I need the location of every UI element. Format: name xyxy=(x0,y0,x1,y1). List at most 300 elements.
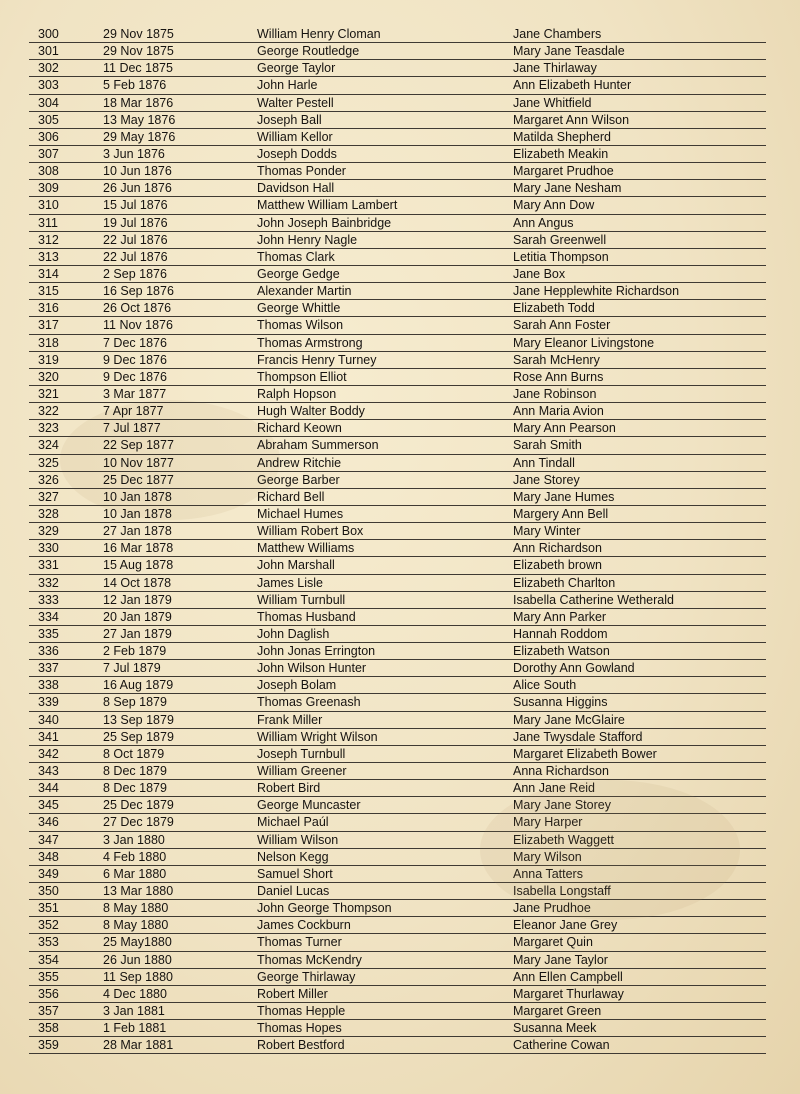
table-row xyxy=(29,763,766,780)
bride-name: Mary Jane Teasdale xyxy=(513,44,625,59)
bride-name: Margaret Thurlaway xyxy=(513,986,624,1001)
marriage-date: 11 Dec 1875 xyxy=(103,61,173,76)
groom-name: Thomas Wilson xyxy=(257,318,344,333)
marriage-date: 15 Aug 1878 xyxy=(103,558,174,573)
bride-name: Hannah Roddom xyxy=(513,626,608,641)
groom-name: Matthew Williams xyxy=(257,541,355,556)
bride-name: Letitia Thompson xyxy=(513,249,609,264)
groom-name: George Whittle xyxy=(257,301,341,316)
entry-number: 309 xyxy=(38,181,59,196)
groom-name: George Routledge xyxy=(257,44,360,59)
marriage-register-table xyxy=(29,26,766,1054)
table-row xyxy=(29,437,766,454)
bride-name: Dorothy Ann Gowland xyxy=(513,661,635,676)
bride-name: Matilda Shepherd xyxy=(513,129,611,144)
entry-number: 318 xyxy=(38,335,59,350)
bride-name: Mary Ann Pearson xyxy=(513,421,616,436)
marriage-date: 29 Nov 1875 xyxy=(103,44,174,59)
groom-name: William Kellor xyxy=(257,129,333,144)
entry-number: 338 xyxy=(38,678,59,693)
marriage-date: 3 Jan 1881 xyxy=(103,1004,165,1019)
table-row xyxy=(29,180,766,197)
bride-name: Jane Robinson xyxy=(513,386,597,401)
entry-number: 350 xyxy=(38,884,59,899)
table-row xyxy=(29,592,766,609)
groom-name: William Robert Box xyxy=(257,524,364,539)
groom-name: George Muncaster xyxy=(257,798,361,813)
entry-number: 306 xyxy=(38,129,59,144)
entry-number: 303 xyxy=(38,78,59,93)
table-row xyxy=(29,95,766,112)
table-row xyxy=(29,934,766,951)
bride-name: Jane Whitfield xyxy=(513,95,592,110)
table-row xyxy=(29,609,766,626)
groom-name: Walter Pestell xyxy=(257,95,334,110)
bride-name: Mary Harper xyxy=(513,815,583,830)
marriage-date: 15 Jul 1876 xyxy=(103,198,168,213)
marriage-date: 8 Oct 1879 xyxy=(103,746,165,761)
table-row xyxy=(29,712,766,729)
entry-number: 358 xyxy=(38,1021,59,1036)
marriage-date: 3 Mar 1877 xyxy=(103,386,167,401)
table-row xyxy=(29,677,766,694)
groom-name: John Henry Nagle xyxy=(257,232,358,247)
entry-number: 343 xyxy=(38,764,59,779)
marriage-date: 29 Nov 1875 xyxy=(103,27,174,41)
entry-number: 334 xyxy=(38,609,59,624)
marriage-date: 10 Jan 1878 xyxy=(103,506,172,521)
entry-number: 352 xyxy=(38,918,59,933)
bride-name: Mary Jane Storey xyxy=(513,798,611,813)
entry-number: 302 xyxy=(38,61,59,76)
entry-number: 305 xyxy=(38,112,59,127)
groom-name: Thomas Ponder xyxy=(257,164,346,179)
entry-number: 355 xyxy=(38,969,59,984)
table-row xyxy=(29,26,766,43)
bride-name: Mary Eleanor Livingstone xyxy=(513,335,655,350)
groom-name: Thompson Elliot xyxy=(257,369,347,384)
marriage-date: 25 May1880 xyxy=(103,935,172,950)
entry-number: 332 xyxy=(38,575,59,590)
groom-name: James Lisle xyxy=(257,575,323,590)
table-row xyxy=(29,455,766,472)
marriage-date: 7 Jul 1877 xyxy=(103,421,161,436)
marriage-date: 27 Dec 1879 xyxy=(103,815,174,830)
groom-name: Daniel Lucas xyxy=(257,884,330,899)
entry-number: 300 xyxy=(38,27,59,41)
entry-number: 322 xyxy=(38,404,59,419)
table-row xyxy=(29,146,766,163)
table-row xyxy=(29,369,766,386)
entry-number: 349 xyxy=(38,866,59,881)
entry-number: 342 xyxy=(38,746,59,761)
entry-number: 348 xyxy=(38,849,59,864)
groom-name: Thomas Husband xyxy=(257,609,356,624)
bride-name: Isabella Catherine Wetherald xyxy=(513,592,674,607)
marriage-date: 29 May 1876 xyxy=(103,129,176,144)
bride-name: Elizabeth Todd xyxy=(513,301,595,316)
table-row xyxy=(29,1003,766,1020)
entry-number: 307 xyxy=(38,146,59,161)
entry-number: 324 xyxy=(38,438,59,453)
bride-name: Mary Jane Nesham xyxy=(513,181,622,196)
entry-number: 313 xyxy=(38,249,59,264)
table-row xyxy=(29,112,766,129)
entry-number: 328 xyxy=(38,506,59,521)
entry-number: 359 xyxy=(38,1038,59,1053)
bride-name: Jane Box xyxy=(513,266,566,281)
table-row xyxy=(29,660,766,677)
groom-name: Thomas Clark xyxy=(257,249,335,264)
entry-number: 315 xyxy=(38,284,59,299)
marriage-date: 9 Dec 1876 xyxy=(103,352,167,367)
bride-name: Sarah McHenry xyxy=(513,352,600,367)
entry-number: 314 xyxy=(38,266,59,281)
marriage-date: 2 Sep 1876 xyxy=(103,266,167,281)
groom-name: John Jonas Errington xyxy=(257,644,376,659)
marriage-date: 12 Jan 1879 xyxy=(103,592,172,607)
groom-name: Thomas Greenash xyxy=(257,695,361,710)
marriage-date: 7 Jul 1879 xyxy=(103,661,161,676)
groom-name: Joseph Dodds xyxy=(257,146,337,161)
groom-name: Nelson Kegg xyxy=(257,849,329,864)
marriage-date: 10 Nov 1877 xyxy=(103,455,174,470)
bride-name: Mary Winter xyxy=(513,524,581,539)
table-row xyxy=(29,283,766,300)
bride-name: Mary Jane Humes xyxy=(513,489,615,504)
bride-name: Margaret Prudhoe xyxy=(513,164,614,179)
entry-number: 319 xyxy=(38,352,59,367)
entry-number: 335 xyxy=(38,626,59,641)
groom-name: William Wilson xyxy=(257,832,339,847)
groom-name: George Barber xyxy=(257,472,340,487)
entry-number: 344 xyxy=(38,781,59,796)
groom-name: Joseph Bolam xyxy=(257,678,337,693)
entry-number: 356 xyxy=(38,986,59,1001)
bride-name: Eleanor Jane Grey xyxy=(513,918,618,933)
bride-name: Margaret Quin xyxy=(513,935,593,950)
bride-name: Anna Tatters xyxy=(513,866,583,881)
groom-name: William Greener xyxy=(257,764,347,779)
table-row xyxy=(29,814,766,831)
entry-number: 304 xyxy=(38,95,59,110)
table-row xyxy=(29,317,766,334)
table-row xyxy=(29,626,766,643)
bride-name: Jane Prudhoe xyxy=(513,901,591,916)
marriage-date: 4 Dec 1880 xyxy=(103,986,167,1001)
bride-name: Elizabeth Meakin xyxy=(513,146,609,161)
marriage-date: 13 Mar 1880 xyxy=(103,884,174,899)
groom-name: Robert Bird xyxy=(257,781,321,796)
entry-number: 345 xyxy=(38,798,59,813)
marriage-date: 8 May 1880 xyxy=(103,901,169,916)
marriage-date: 13 May 1876 xyxy=(103,112,176,127)
table-row xyxy=(29,797,766,814)
bride-name: Jane Hepplewhite Richardson xyxy=(513,284,680,299)
marriage-date: 22 Sep 1877 xyxy=(103,438,174,453)
bride-name: Susanna Meek xyxy=(513,1021,597,1036)
bride-name: Ann Jane Reid xyxy=(513,781,596,796)
groom-name: Joseph Ball xyxy=(257,112,322,127)
entry-number: 341 xyxy=(38,729,59,744)
groom-name: Robert Miller xyxy=(257,986,328,1001)
bride-name: Ann Ellen Campbell xyxy=(513,969,623,984)
table-row xyxy=(29,129,766,146)
marriage-date: 28 Mar 1881 xyxy=(103,1038,174,1053)
table-row xyxy=(29,420,766,437)
groom-name: John Marshall xyxy=(257,558,335,573)
marriage-date: 8 Sep 1879 xyxy=(103,695,167,710)
bride-name: Ann Angus xyxy=(513,215,574,230)
marriage-date: 25 Sep 1879 xyxy=(103,729,174,744)
marriage-date: 7 Dec 1876 xyxy=(103,335,167,350)
bride-name: Alice South xyxy=(513,678,577,693)
marriage-date: 26 Jun 1876 xyxy=(103,181,172,196)
groom-name: Frank Miller xyxy=(257,712,323,727)
table-row xyxy=(29,986,766,1003)
marriage-date: 16 Sep 1876 xyxy=(103,284,174,299)
entry-number: 340 xyxy=(38,712,59,727)
table-row xyxy=(29,866,766,883)
entry-number: 310 xyxy=(38,198,59,213)
groom-name: Samuel Short xyxy=(257,866,333,881)
bride-name: Mary Wilson xyxy=(513,849,582,864)
entry-number: 311 xyxy=(38,215,58,230)
marriage-date: 4 Feb 1880 xyxy=(103,849,167,864)
table-row xyxy=(29,335,766,352)
groom-name: John George Thompson xyxy=(257,901,392,916)
marriage-date: 22 Jul 1876 xyxy=(103,249,168,264)
marriage-date: 27 Jan 1878 xyxy=(103,524,172,539)
table-row xyxy=(29,163,766,180)
bride-name: Margaret Ann Wilson xyxy=(513,112,630,127)
bride-name: Sarah Greenwell xyxy=(513,232,607,247)
table-row xyxy=(29,232,766,249)
entry-number: 333 xyxy=(38,592,59,607)
marriage-date: 19 Jul 1876 xyxy=(103,215,168,230)
bride-name: Isabella Longstaff xyxy=(513,884,611,899)
groom-name: William Turnbull xyxy=(257,592,346,607)
groom-name: James Cockburn xyxy=(257,918,351,933)
groom-name: Hugh Walter Boddy xyxy=(257,404,365,419)
groom-name: George Taylor xyxy=(257,61,336,76)
bride-name: Mary Jane Taylor xyxy=(513,952,608,967)
table-row xyxy=(29,523,766,540)
entry-number: 326 xyxy=(38,472,59,487)
entry-number: 346 xyxy=(38,815,59,830)
table-row xyxy=(29,729,766,746)
table-row xyxy=(29,249,766,266)
marriage-date: 13 Sep 1879 xyxy=(103,712,174,727)
marriage-date: 27 Jan 1879 xyxy=(103,626,172,641)
entry-number: 337 xyxy=(38,661,59,676)
bride-name: Rose Ann Burns xyxy=(513,369,604,384)
table-row xyxy=(29,883,766,900)
bride-name: Mary Ann Parker xyxy=(513,609,607,624)
bride-name: Ann Elizabeth Hunter xyxy=(513,78,632,93)
bride-name: Sarah Ann Foster xyxy=(513,318,611,333)
groom-name: Thomas Hepple xyxy=(257,1004,346,1019)
table-row xyxy=(29,43,766,60)
marriage-date: 22 Jul 1876 xyxy=(103,232,168,247)
groom-name: John Harle xyxy=(257,78,318,93)
marriage-date: 11 Nov 1876 xyxy=(103,318,173,333)
bride-name: Jane Twysdale Stafford xyxy=(513,729,643,744)
marriage-date: 10 Jun 1876 xyxy=(103,164,172,179)
marriage-date: 20 Jan 1879 xyxy=(103,609,172,624)
table-row xyxy=(29,780,766,797)
groom-name: William Wright Wilson xyxy=(257,729,378,744)
table-row xyxy=(29,352,766,369)
entry-number: 347 xyxy=(38,832,59,847)
table-row xyxy=(29,506,766,523)
marriage-date: 11 Sep 1880 xyxy=(103,969,173,984)
entry-number: 357 xyxy=(38,1004,59,1019)
entry-number: 320 xyxy=(38,369,59,384)
groom-name: Andrew Ritchie xyxy=(257,455,342,470)
table-row xyxy=(29,900,766,917)
bride-name: Ann Tindall xyxy=(513,455,575,470)
entry-number: 329 xyxy=(38,524,59,539)
marriage-date: 26 Oct 1876 xyxy=(103,301,172,316)
groom-name: Thomas Turner xyxy=(257,935,342,950)
entry-number: 336 xyxy=(38,644,59,659)
groom-name: George Thirlaway xyxy=(257,969,356,984)
entry-number: 330 xyxy=(38,541,59,556)
marriage-date: 6 Mar 1880 xyxy=(103,866,167,881)
table-row xyxy=(29,575,766,592)
bride-name: Ann Richardson xyxy=(513,541,602,556)
bride-name: Jane Chambers xyxy=(513,27,602,41)
groom-name: George Gedge xyxy=(257,266,340,281)
marriage-date: 7 Apr 1877 xyxy=(103,404,164,419)
groom-name: Michael Paúl xyxy=(257,815,329,830)
groom-name: Matthew William Lambert xyxy=(257,198,398,213)
entry-number: 317 xyxy=(38,318,59,333)
entry-number: 321 xyxy=(38,386,59,401)
table-row xyxy=(29,386,766,403)
marriage-date: 16 Mar 1878 xyxy=(103,541,174,556)
groom-name: Ralph Hopson xyxy=(257,386,337,401)
marriage-date: 8 Dec 1879 xyxy=(103,781,167,796)
marriage-date: 5 Feb 1876 xyxy=(103,78,167,93)
entry-number: 325 xyxy=(38,455,59,470)
groom-name: Michael Humes xyxy=(257,506,344,521)
entry-number: 353 xyxy=(38,935,59,950)
table-row xyxy=(29,832,766,849)
bride-name: Jane Storey xyxy=(513,472,580,487)
groom-name: Thomas McKendry xyxy=(257,952,362,967)
groom-name: Abraham Summerson xyxy=(257,438,379,453)
groom-name: Robert Bestford xyxy=(257,1038,345,1053)
table-row xyxy=(29,557,766,574)
table-row xyxy=(29,540,766,557)
table-row xyxy=(29,917,766,934)
entry-number: 301 xyxy=(38,44,59,59)
table-row xyxy=(29,1020,766,1037)
bride-name: Anna Richardson xyxy=(513,764,609,779)
marriage-date: 16 Aug 1879 xyxy=(103,678,174,693)
bride-name: Sarah Smith xyxy=(513,438,582,453)
marriage-date: 1 Feb 1881 xyxy=(103,1021,167,1036)
groom-name: John Wilson Hunter xyxy=(257,661,367,676)
entry-number: 312 xyxy=(38,232,59,247)
bride-name: Margery Ann Bell xyxy=(513,506,609,521)
marriage-date: 10 Jan 1878 xyxy=(103,489,172,504)
table-row xyxy=(29,1037,766,1054)
marriage-date: 3 Jan 1880 xyxy=(103,832,165,847)
marriage-date: 3 Jun 1876 xyxy=(103,146,165,161)
groom-name: Joseph Turnbull xyxy=(257,746,346,761)
table-row xyxy=(29,197,766,214)
marriage-date: 18 Mar 1876 xyxy=(103,95,174,110)
marriage-date: 2 Feb 1879 xyxy=(103,644,167,659)
marriage-date: 26 Jun 1880 xyxy=(103,952,172,967)
groom-name: Alexander Martin xyxy=(257,284,352,299)
marriage-date: 14 Oct 1878 xyxy=(103,575,172,590)
table-row xyxy=(29,746,766,763)
bride-name: Elizabeth Charlton xyxy=(513,575,616,590)
groom-name: Thomas Armstrong xyxy=(257,335,363,350)
bride-name: Elizabeth brown xyxy=(513,558,602,573)
groom-name: John Joseph Bainbridge xyxy=(257,215,392,230)
table-row xyxy=(29,694,766,711)
bride-name: Mary Jane McGlaire xyxy=(513,712,625,727)
bride-name: Margaret Elizabeth Bower xyxy=(513,746,657,761)
table-row xyxy=(29,215,766,232)
table-row xyxy=(29,266,766,283)
marriage-date: 8 May 1880 xyxy=(103,918,169,933)
bride-name: Jane Thirlaway xyxy=(513,61,597,76)
entry-number: 331 xyxy=(38,558,59,573)
marriage-date: 25 Dec 1879 xyxy=(103,798,174,813)
bride-name: Catherine Cowan xyxy=(513,1038,610,1053)
entry-number: 323 xyxy=(38,421,59,436)
entry-number: 308 xyxy=(38,164,59,179)
groom-name: Richard Keown xyxy=(257,421,342,436)
bride-name: Susanna Higgins xyxy=(513,695,608,710)
groom-name: Davidson Hall xyxy=(257,181,335,196)
table-row xyxy=(29,300,766,317)
table-row xyxy=(29,849,766,866)
groom-name: John Daglish xyxy=(257,626,330,641)
bride-name: Elizabeth Watson xyxy=(513,644,610,659)
entry-number: 327 xyxy=(38,489,59,504)
table-row xyxy=(29,472,766,489)
groom-name: Thomas Hopes xyxy=(257,1021,342,1036)
table-row xyxy=(29,60,766,77)
table-row xyxy=(29,969,766,986)
marriage-date: 9 Dec 1876 xyxy=(103,369,167,384)
table-row xyxy=(29,403,766,420)
groom-name: Francis Henry Turney xyxy=(257,352,377,367)
bride-name: Margaret Green xyxy=(513,1004,602,1019)
entry-number: 339 xyxy=(38,695,59,710)
bride-name: Ann Maria Avion xyxy=(513,404,604,419)
table-row xyxy=(29,952,766,969)
entry-number: 316 xyxy=(38,301,59,316)
groom-name: William Henry Cloman xyxy=(257,27,381,41)
marriage-date: 25 Dec 1877 xyxy=(103,472,174,487)
table-row xyxy=(29,489,766,506)
entry-number: 351 xyxy=(38,901,59,916)
table-row xyxy=(29,77,766,94)
table-row xyxy=(29,643,766,660)
groom-name: Richard Bell xyxy=(257,489,325,504)
entry-number: 354 xyxy=(38,952,59,967)
bride-name: Mary Ann Dow xyxy=(513,198,595,213)
bride-name: Elizabeth Waggett xyxy=(513,832,614,847)
